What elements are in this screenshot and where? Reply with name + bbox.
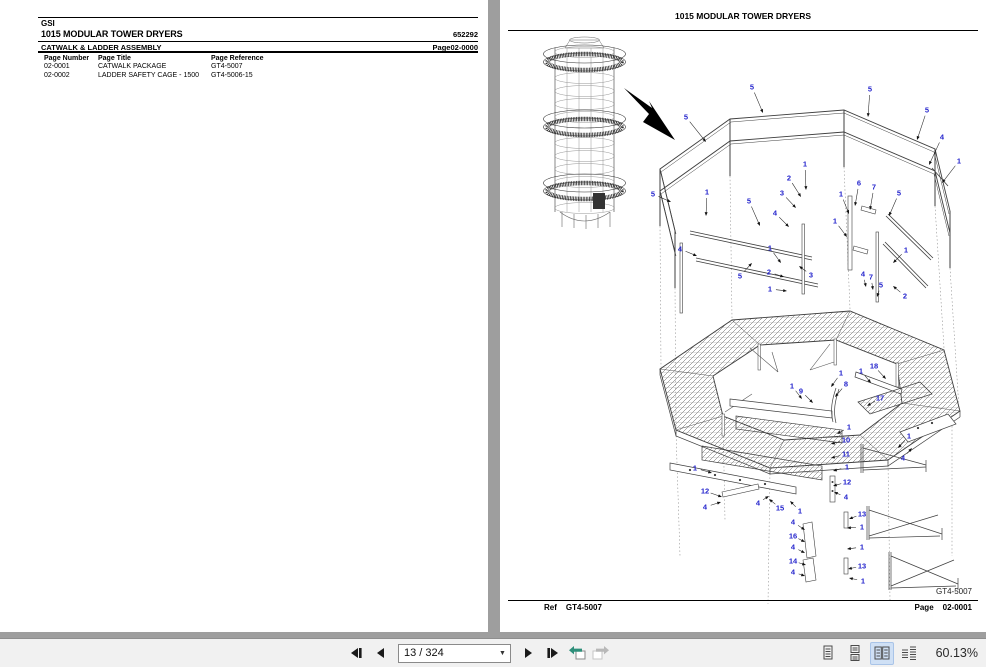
callout-number: 3 (808, 270, 814, 280)
last-page-button[interactable] (542, 643, 563, 664)
callout-number: 1 (846, 422, 852, 432)
callout-number: 1 (789, 381, 795, 391)
callout-number: 2 (766, 267, 772, 277)
callout-number: 4 (677, 244, 683, 254)
previous-page-icon (375, 647, 386, 659)
pointer-arrow (624, 88, 675, 140)
footer-ref-value: GT4-5007 (565, 603, 602, 612)
callout-number: 5 (737, 271, 743, 281)
facing-pages-view-icon (874, 645, 890, 661)
callout-number: 4 (755, 498, 761, 508)
catwalk-band (544, 110, 626, 136)
callout-number: 1 (802, 159, 808, 169)
callout-number: 1 (704, 187, 710, 197)
callout-number: 13 (857, 561, 867, 571)
page-left (0, 0, 488, 632)
page-number-input[interactable] (399, 647, 495, 659)
callout-number: 7 (871, 182, 877, 192)
callout-number: 5 (867, 84, 873, 94)
continuous-view-icon (847, 645, 863, 661)
facing-pages-view-button[interactable] (870, 642, 894, 665)
drawing-number: GT4-5007 (935, 587, 972, 596)
callout-number: 5 (896, 188, 902, 198)
callout-number: 9 (798, 386, 804, 396)
status-toolbar (0, 638, 986, 667)
table-cell: LADDER SAFETY CAGE - 1500 (98, 71, 200, 79)
previous-page-button[interactable] (370, 643, 391, 664)
next-view-button[interactable] (590, 643, 611, 664)
footer-page (915, 603, 972, 612)
document-code: 652292 (452, 30, 478, 39)
callout-number: 1 (767, 243, 773, 253)
page-number-combo[interactable] (398, 644, 511, 663)
callout-number: 1 (859, 522, 865, 532)
first-page-button[interactable] (346, 643, 367, 664)
callout-number: 5 (878, 280, 884, 290)
single-page-view-button[interactable] (816, 642, 840, 665)
book-view-button[interactable] (897, 642, 921, 665)
col-header-page-title: Page Title (98, 55, 131, 62)
section-rule (38, 41, 478, 42)
callout-number: 1 (903, 245, 909, 255)
contents-table (44, 55, 478, 80)
callout-number: 1 (956, 156, 962, 166)
callout-number: 4 (843, 492, 849, 502)
callout-number: 14 (788, 556, 798, 566)
section-page-ref: Page02-0000 (432, 43, 478, 52)
footer-ref (544, 603, 602, 612)
callout-number: 2 (902, 291, 908, 301)
section-rule-thick (38, 51, 478, 53)
footer-page-label: Page (914, 603, 934, 612)
callout-number: 4 (790, 517, 796, 527)
callout-number: 1 (838, 368, 844, 378)
catwalk-band (544, 45, 626, 71)
callout-number: 10 (841, 435, 851, 445)
book-view-icon (901, 645, 917, 661)
header-rule (38, 17, 478, 18)
callout-number: 2 (786, 173, 792, 183)
callout-number: 6 (856, 178, 862, 188)
table-cell: 02-0002 (44, 71, 70, 79)
manual-title: 1015 MODULAR TOWER DRYERS (41, 29, 183, 39)
callout-number: 5 (683, 112, 689, 122)
callout-number: 13 (857, 509, 867, 519)
callout-number: 4 (900, 453, 906, 463)
continuous-view-button[interactable] (843, 642, 867, 665)
callout-number: 7 (868, 272, 874, 282)
next-view-icon (592, 645, 610, 661)
wall-bracket (889, 552, 958, 590)
callout-number: 4 (790, 567, 796, 577)
single-page-view-icon (820, 645, 836, 661)
callout-number: 4 (772, 208, 778, 218)
last-page-icon (546, 647, 559, 659)
callout-number: 5 (749, 82, 755, 92)
table-cell: GT4-5007 (211, 63, 243, 71)
page-right (500, 0, 986, 632)
footer-rule (508, 600, 978, 601)
col-header-page-number: Page Number (44, 55, 90, 62)
callout-number: 5 (650, 189, 656, 199)
wall-bracket (867, 506, 942, 540)
callout-number: 1 (797, 506, 803, 516)
callout-number: 1 (906, 431, 912, 441)
callout-number: 1 (858, 366, 864, 376)
callout-number: 17 (875, 393, 885, 403)
callout-number: 1 (767, 284, 773, 294)
callout-number: 4 (790, 542, 796, 552)
callout-number: 4 (702, 502, 708, 512)
callout-number: 1 (692, 463, 698, 473)
callout-number: 16 (788, 531, 798, 541)
exploded-catwalk-diagram (500, 0, 986, 632)
callout-number: 12 (842, 477, 852, 487)
callout-number: 3 (779, 188, 785, 198)
next-page-icon (523, 647, 534, 659)
footer-page-value: 02-0001 (942, 603, 972, 612)
footer-ref-label: Ref (544, 603, 557, 612)
previous-view-icon (568, 645, 586, 661)
exploded-rail-pieces (677, 168, 948, 313)
table-cell: 02-0001 (44, 63, 70, 71)
callout-number: 15 (775, 503, 785, 513)
callout-number: 5 (924, 105, 930, 115)
callout-number: 8 (843, 379, 849, 389)
section-title: CATWALK & LADDER ASSEMBLY (41, 43, 162, 52)
callout-number: 11 (842, 449, 850, 459)
callout-number: 4 (860, 269, 866, 279)
callout-number: 1 (838, 189, 844, 199)
table-cell: GT4-5006-15 (211, 71, 253, 79)
combo-dropdown-icon[interactable]: ▼ (499, 649, 506, 657)
first-page-icon (350, 647, 363, 659)
tower-dryer-illustration (544, 37, 626, 229)
callout-number: 18 (869, 361, 879, 371)
callout-number: 1 (832, 216, 838, 226)
page-title: 1015 MODULAR TOWER DRYERS (674, 11, 812, 21)
zoom-level-label: 60.13% (935, 646, 978, 660)
previous-view-button[interactable] (566, 643, 587, 664)
callout-number: 5 (746, 196, 752, 206)
catwalk-band (544, 174, 626, 200)
callout-number: 1 (860, 576, 866, 586)
callout-number: 12 (700, 486, 710, 496)
callout-number: 4 (939, 132, 945, 142)
callout-number: 1 (844, 462, 850, 472)
brand-label: GSI (41, 19, 55, 28)
callout-number: 1 (859, 542, 865, 552)
col-header-page-reference: Page Reference (211, 55, 264, 62)
next-page-button[interactable] (518, 643, 539, 664)
table-cell: CATWALK PACKAGE (98, 63, 167, 71)
